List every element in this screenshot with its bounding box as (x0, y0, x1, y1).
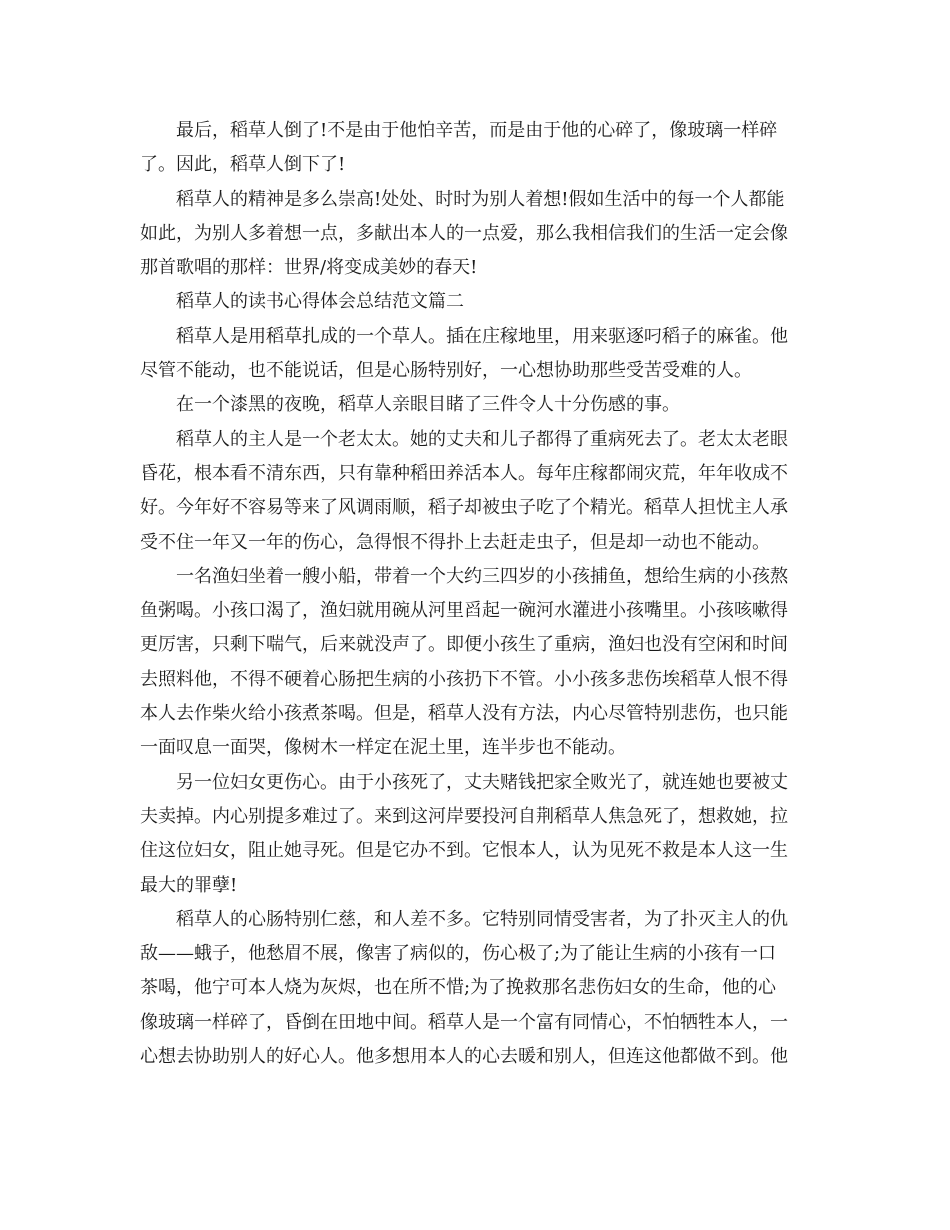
text-line: 稻草人的精神是多么崇高!处处、时时为别人着想!假如生活中的每一个人都能 (176, 188, 785, 210)
text-line: 敌——蛾子，他愁眉不展，像害了病似的，伤心极了;为了能让生病的小孩有一口 (140, 943, 777, 965)
text-line: 夫卖掉。内心别提多难过了。来到这河岸要投河自荆稻草人焦急死了，想救她，拉 (140, 805, 788, 827)
text-line: 了。因此，稻草人倒下了! (140, 154, 346, 176)
text-line: 如此，为别人多着想一点，多献出本人的一点爱，那么我相信我们的生活一定会像 (140, 222, 788, 244)
text-line: 一面叹息一面哭，像树木一样定在泥土里，连半步也不能动。 (140, 737, 626, 759)
text-line: 昏花，根本看不清东西，只有靠种稻田养活本人。每年庄稼都闹灾荒，年年收成不 (140, 462, 788, 484)
text-line: 本人去作柴火给小孩煮茶喝。但是，稻草人没有方法，内心尽管特别悲伤，也只能 (140, 703, 788, 725)
text-line: 像玻璃一样碎了，昏倒在田地中间。稻草人是一个富有同情心，不怕牺牲本人，一 (140, 1011, 788, 1033)
text-line: 好。今年好不容易等来了风调雨顺，稻子却被虫子吃了个精光。稻草人担忧主人承 (140, 497, 788, 519)
text-line: 最后，稻草人倒了!不是由于他怕辛苦，而是由于他的心碎了，像玻璃一样碎 (176, 120, 778, 141)
text-line: 最大的罪孽! (140, 874, 238, 896)
text-line: 另一位妇女更伤心。由于小孩死了，丈夫赌钱把家全败光了，就连她也要被丈 (176, 771, 788, 793)
text-line: 在一个漆黑的夜晚，稻草人亲眼目睹了三件令人十分伤感的事。 (176, 394, 680, 416)
text-line: 去照料他，不得不硬着心肠把生病的小孩扔下不管。小小孩多悲伤埃稻草人恨不得 (140, 668, 788, 690)
text-line: 心想去协助别人的好心人。他多想用本人的心去暖和别人，但连这他都做不到。他 (140, 1046, 788, 1068)
text-line: 稻草人的主人是一个老太太。她的丈夫和儿子都得了重病死去了。老太太老眼 (176, 428, 788, 450)
section-heading: 稻草人的读书心得体会总结范文篇二 (176, 291, 464, 313)
body-text (140, 114, 820, 1074)
text-line: 鱼粥喝。小孩口渴了，渔妇就用碗从河里舀起一碗河水灌进小孩嘴里。小孩咳嗽得 (140, 600, 788, 622)
text-line: 稻草人的心肠特别仁慈，和人差不多。它特别同情受害者，为了扑灭主人的仇 (176, 908, 788, 930)
text-line: 住这位妇女，阻止她寻死。但是它办不到。它恨本人，认为见死不救是本人这一生 (140, 840, 788, 862)
text-line: 受不住一年又一年的伤心，急得恨不得扑上去赶走虫子，但是却一动也不能动。 (140, 531, 770, 553)
text-line: 一名渔妇坐着一艘小船，带着一个大约三四岁的小孩捕鱼，想给生病的小孩熬 (176, 565, 788, 587)
text-line: 茶喝，他宁可本人烧为灰烬，也在所不惜;为了挽救那名悲伤妇女的生命，他的心 (140, 977, 777, 999)
text-line: 更厉害，只剩下喘气，后来就没声了。即便小孩生了重病，渔妇也没有空闲和时间 (140, 634, 788, 656)
text-line: 尽管不能动，也不能说话，但是心肠特别好，一心想协助那些受苦受难的人。 (140, 360, 752, 382)
text-line: 稻草人是用稻草扎成的一个草人。插在庄稼地里，用来驱逐叼稻子的麻雀。他 (176, 325, 788, 347)
text-line: 那首歌唱的那样：世界/将变成美妙的春天! (140, 257, 478, 279)
